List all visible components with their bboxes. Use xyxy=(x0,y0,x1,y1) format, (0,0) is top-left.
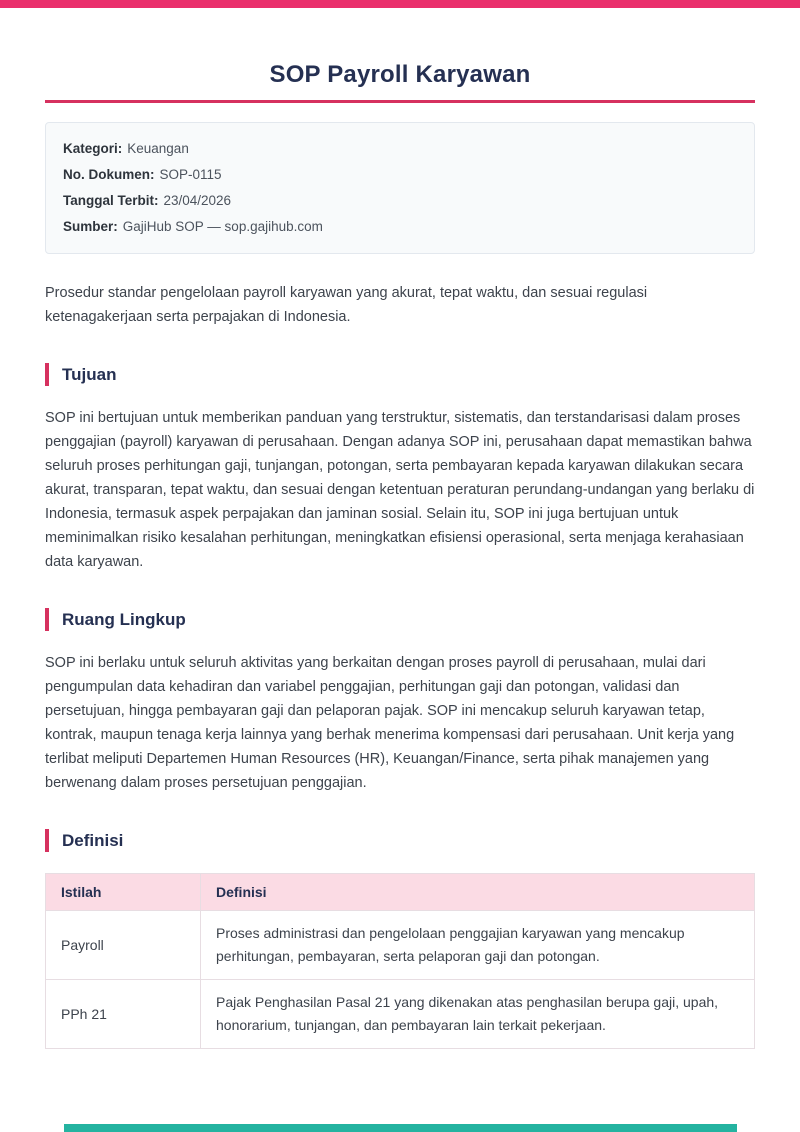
table-row xyxy=(46,980,755,1049)
meta-label: No. Dokumen: xyxy=(63,167,155,182)
meta-row-sumber xyxy=(63,214,737,240)
page-title: SOP Payroll Karyawan xyxy=(269,61,531,88)
table-header-definisi: Definisi xyxy=(201,874,755,911)
term-cell: PPh 21 xyxy=(46,980,201,1049)
meta-label: Tanggal Terbit: xyxy=(63,193,159,208)
meta-row-no-dokumen xyxy=(63,162,737,188)
section-body-ruang-lingkup: SOP ini berlaku untuk seluruh aktivitas yang berkaitan dengan proses payroll di perusahaan, mulai dari pengumpulan data kehadiran dan variabel penggajian, perhitungan gaji dan potongan, validasi dan persetujuan, hingga pembayaran gaji dan pelaporan pajak. SOP ini mencakup seluruh karyawan tetap, kontrak, maupun tenaga kerja lainnya yang berhak menerima kompensasi dari perusahaan. Unit kerja yang terlibat meliputi Departemen Human Resources (HR), Keuangan/Finance, serta pihak manajemen yang berwenang dalam proses persetujuan penggajian. xyxy=(45,655,735,791)
definition-cell: Pajak Penghasilan Pasal 21 yang dikenakan atas penghasilan berupa gaji, upah, honorarium, tunjangan, dan pembayaran lain terkait pekerjaan. xyxy=(201,980,755,1049)
meta-label: Sumber: xyxy=(63,219,118,234)
section-title: Definisi xyxy=(62,830,124,850)
section-title: Ruang Lingkup xyxy=(62,609,186,629)
heading-accent-bar xyxy=(45,829,49,852)
meta-value: GajiHub SOP — sop.gajihub.com xyxy=(122,219,323,234)
table-header-row xyxy=(46,874,755,911)
metadata-box xyxy=(45,122,755,254)
section-heading-definisi xyxy=(45,829,755,852)
definition-cell: Proses administrasi dan pengelolaan penggajian karyawan yang mencakup perhitungan, pembayaran, serta pelaporan gaji dan potongan. xyxy=(201,911,755,980)
document-content xyxy=(0,60,800,1049)
title-underline xyxy=(45,100,755,103)
meta-row-tanggal-terbit xyxy=(63,188,737,214)
table-header-istilah: Istilah xyxy=(46,874,201,911)
section-body-tujuan: SOP ini bertujuan untuk memberikan panduan yang terstruktur, sistematis, dan terstandarisasi dalam proses penggajian (payroll) karyawan di perusahaan. Dengan adanya SOP ini, perusahaan dapat memastikan bahwa seluruh proses perhitungan gaji, tunjangan, potongan, serta pembayaran kepada karyawan dilakukan secara akurat, transparan, tepat waktu, dan sesuai dengan ketentuan peraturan perundang-undangan yang berlaku di Indonesia, termasuk aspek perpajakan dan jaminan sosial. Selain itu, SOP ini juga bertujuan untuk meminimalkan risiko kesalahan perhitungan, meningkatkan efisiensi operasional, serta menjaga kerahasiaan data karyawan. xyxy=(45,410,755,570)
meta-value: 23/04/2026 xyxy=(163,193,232,208)
meta-value: Keuangan xyxy=(127,141,189,156)
top-accent-bar xyxy=(0,0,800,8)
heading-accent-bar xyxy=(45,363,49,386)
section-heading-ruang-lingkup xyxy=(45,608,755,631)
heading-accent-bar xyxy=(45,608,49,631)
definitions-table xyxy=(45,873,755,1049)
table-row xyxy=(46,911,755,980)
section-heading-tujuan xyxy=(45,363,755,386)
meta-label: Kategori: xyxy=(63,141,123,156)
meta-row-kategori xyxy=(63,136,737,162)
term-cell: Payroll xyxy=(46,911,201,980)
meta-value: SOP-0115 xyxy=(159,167,222,182)
intro-paragraph: Prosedur standar pengelolaan payroll karyawan yang akurat, tepat waktu, dan sesuai regulasi ketenagakerjaan serta perpajakan di Indonesia. xyxy=(45,285,648,325)
bottom-accent-bar xyxy=(64,1124,737,1132)
section-title: Tujuan xyxy=(62,364,117,384)
